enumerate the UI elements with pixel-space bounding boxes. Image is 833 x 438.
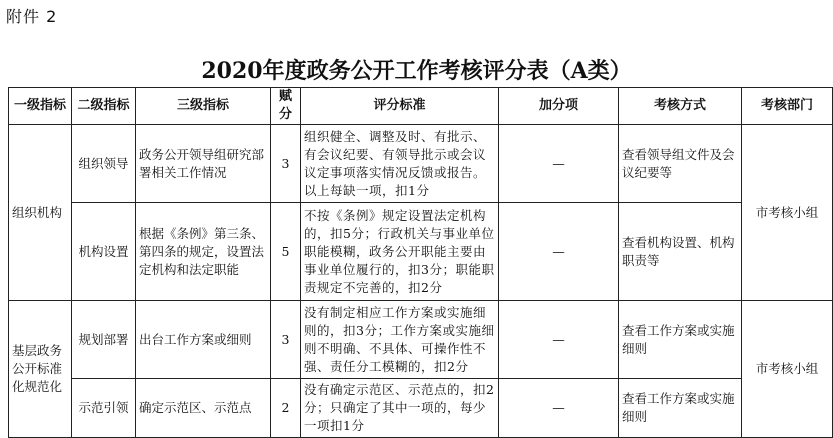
bonus-cell: — bbox=[499, 203, 619, 301]
method-cell: 查看领导组文件及会议纪要等 bbox=[619, 125, 742, 203]
header-method: 考核方式 bbox=[619, 88, 742, 125]
level3-cell: 政务公开领导组研究部署相关工作情况 bbox=[136, 125, 271, 203]
score-cell: 2 bbox=[271, 379, 301, 438]
header-criteria: 评分标准 bbox=[301, 88, 499, 125]
dept-cell: 市考核小组 bbox=[742, 301, 833, 438]
table-row bbox=[9, 379, 833, 438]
level2-cell: 规划部署 bbox=[72, 301, 136, 379]
table-row bbox=[9, 125, 833, 203]
level1-cell: 组织机构 bbox=[9, 125, 72, 301]
criteria-cell: 没有确定示范区、示范点的，扣2分；只确定了其中一项的，每少一项扣1分 bbox=[301, 379, 499, 438]
table-row bbox=[9, 301, 833, 379]
header-level1: 一级指标 bbox=[9, 88, 72, 125]
level2-cell: 机构设置 bbox=[72, 203, 136, 301]
method-cell: 查看工作方案或实施细则 bbox=[619, 301, 742, 379]
scoring-table bbox=[8, 87, 833, 438]
criteria-cell: 没有制定相应工作方案或实施细则的，扣3分；工作方案或实施细则不明确、不具体、可操作性不强、责任分工模糊的，扣2分 bbox=[301, 301, 499, 379]
level3-cell: 根据《条例》第三条、第四条的规定，设置法定机构和法定职能 bbox=[136, 203, 271, 301]
header-level3: 三级指标 bbox=[136, 88, 271, 125]
criteria-cell: 组织健全、调整及时、有批示、有会议纪要、有领导批示或会议议定事项落实情况反馈或报告。以上每缺一项，扣1分 bbox=[301, 125, 499, 203]
method-cell: 查看工作方案或实施细则 bbox=[619, 379, 742, 438]
attachment-label: 附件 2 bbox=[6, 7, 58, 26]
header-row bbox=[9, 88, 833, 125]
header-dept: 考核部门 bbox=[742, 88, 833, 125]
dept-cell: 市考核小组 bbox=[742, 125, 833, 301]
table-row bbox=[9, 203, 833, 301]
level2-cell: 示范引领 bbox=[72, 379, 136, 438]
header-bonus: 加分项 bbox=[499, 88, 619, 125]
criteria-cell: 不按《条例》规定设置法定机构的，扣5分；行政机关与事业单位职能模糊，政务公开职能主要由事业单位履行的，扣3分；职能职责规定不完善的，扣2分 bbox=[301, 203, 499, 301]
score-cell: 5 bbox=[271, 203, 301, 301]
level3-cell: 确定示范区、示范点 bbox=[136, 379, 271, 438]
header-score: 赋分 bbox=[271, 88, 301, 125]
level2-cell: 组织领导 bbox=[72, 125, 136, 203]
bonus-cell: — bbox=[499, 379, 619, 438]
method-cell: 查看机构设置、机构职责等 bbox=[619, 203, 742, 301]
level1-cell: 基层政务公开标准化规范化 bbox=[9, 301, 72, 438]
level3-cell: 出台工作方案或细则 bbox=[136, 301, 271, 379]
bonus-cell: — bbox=[499, 301, 619, 379]
score-cell: 3 bbox=[271, 301, 301, 379]
score-cell: 3 bbox=[271, 125, 301, 203]
bonus-cell: — bbox=[499, 125, 619, 203]
document-title: 2020年度政务公开工作考核评分表（A类） bbox=[201, 58, 632, 84]
header-level2: 二级指标 bbox=[72, 88, 136, 125]
